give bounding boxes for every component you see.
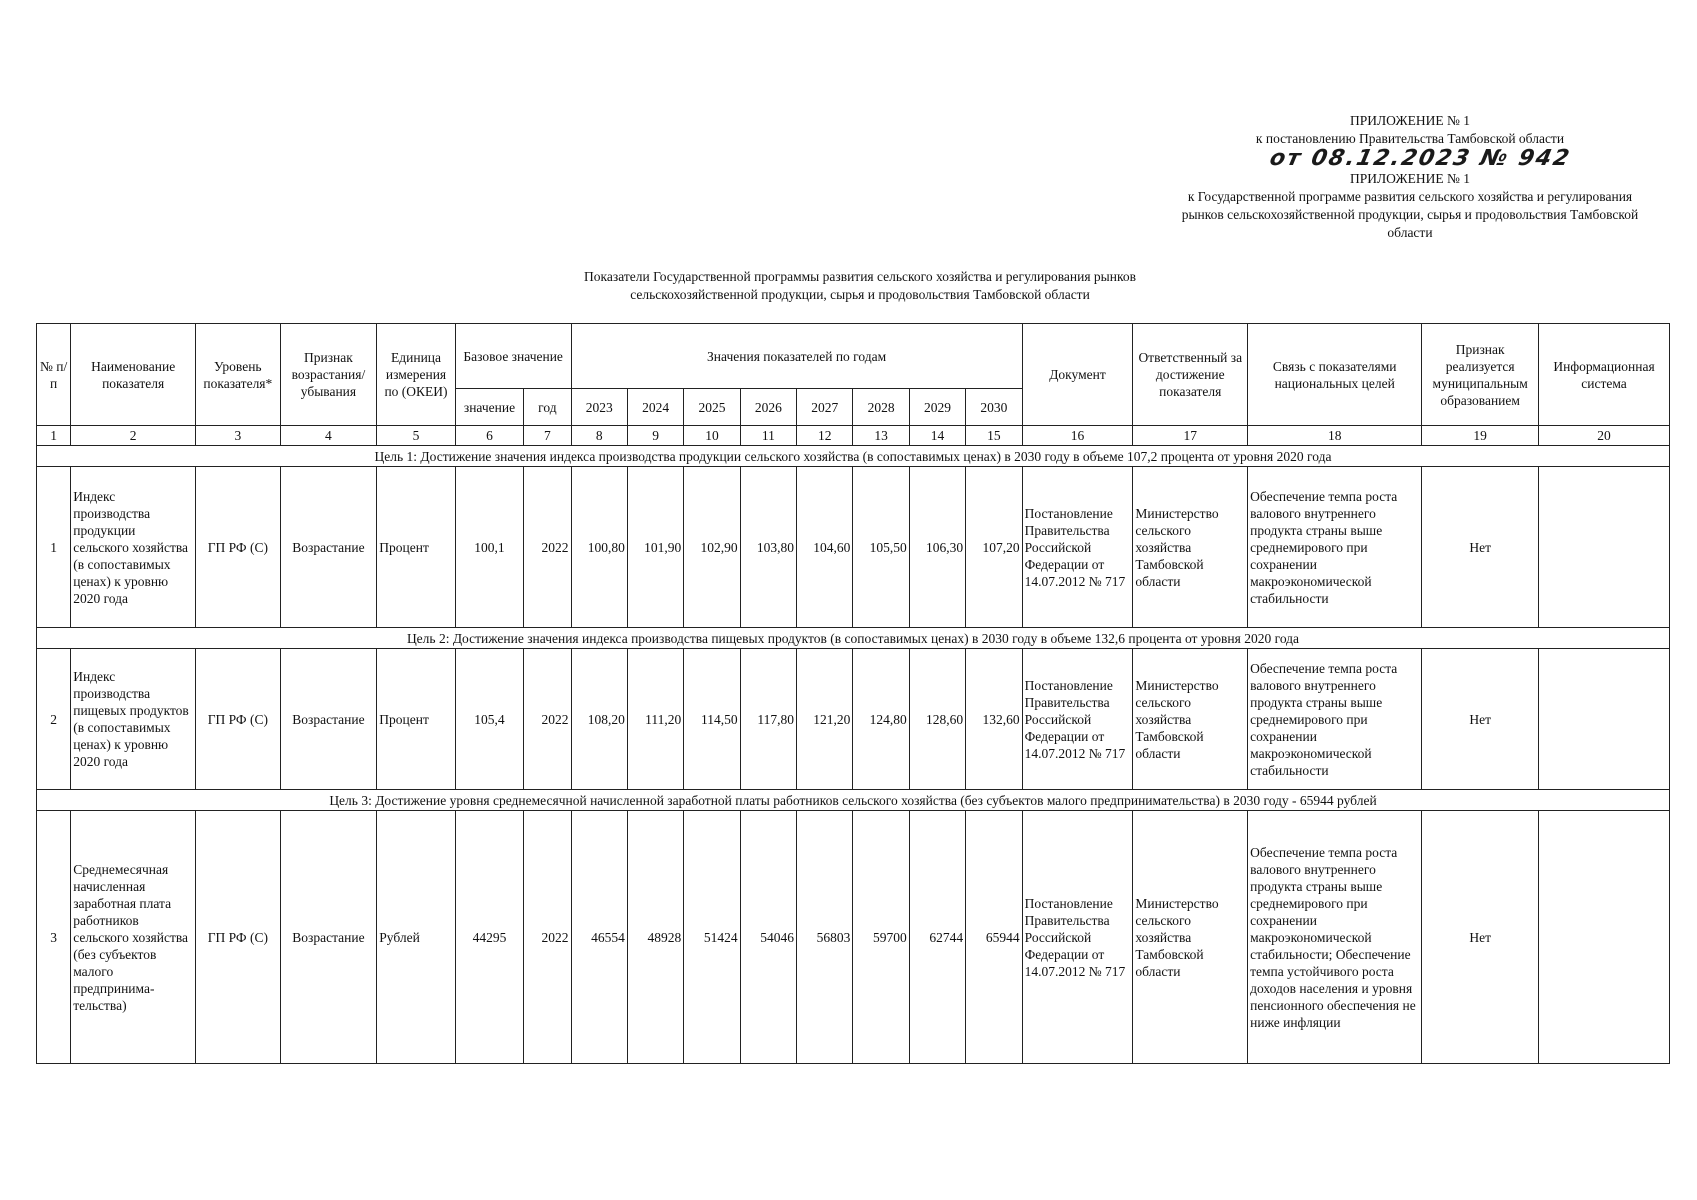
municipal-flag: Нет bbox=[1422, 467, 1539, 628]
appendix-title-1: ПРИЛОЖЕНИЕ № 1 bbox=[1349, 113, 1471, 128]
document-title bbox=[480, 268, 1240, 304]
national-goal-link: Обеспечение темпа роста валового внутреннего продукта страны выше среднемирового при сохранении макроэкономической стабильности; Обеспечение темпа устойчивого роста доходов населения и уровня пенсионного обеспечения не ниже инфляции bbox=[1248, 811, 1422, 1064]
indicator-name: Индекс производства продукции сельского хозяйства (в сопоставимых ценах) к уровню 2020 года bbox=[71, 467, 196, 628]
document-ref: Постановление Правительства Российской Федерации от 14.07.2012 № 717 bbox=[1022, 467, 1133, 628]
appendix-header bbox=[1180, 112, 1640, 242]
header-year: 2026 bbox=[740, 389, 796, 426]
column-numbers-row bbox=[37, 426, 1670, 446]
column-number: 17 bbox=[1133, 426, 1248, 446]
indicator-name: Среднемесячная начисленная заработная плата работников сельского хозяйства (без субъектов малого предпринима-тельства) bbox=[71, 811, 196, 1064]
year-value: 65944 bbox=[966, 811, 1022, 1064]
base-value: 100,1 bbox=[455, 467, 523, 628]
year-value: 111,20 bbox=[627, 649, 683, 790]
indicator-unit: Процент bbox=[377, 649, 456, 790]
year-value: 107,20 bbox=[966, 467, 1022, 628]
year-value: 59700 bbox=[853, 811, 909, 1064]
year-value: 46554 bbox=[571, 811, 627, 1064]
column-number: 18 bbox=[1248, 426, 1422, 446]
year-value: 124,80 bbox=[853, 649, 909, 790]
indicator-unit: Рублей bbox=[377, 811, 456, 1064]
year-value: 101,90 bbox=[627, 467, 683, 628]
indicator-sign: Возрастание bbox=[280, 811, 377, 1064]
column-number: 15 bbox=[966, 426, 1022, 446]
column-number: 7 bbox=[524, 426, 571, 446]
table-row bbox=[37, 467, 1670, 628]
header-values-by-year: Значения показателей по годам bbox=[571, 324, 1022, 389]
base-value: 44295 bbox=[455, 811, 523, 1064]
year-value: 102,90 bbox=[684, 467, 740, 628]
municipal-flag: Нет bbox=[1422, 649, 1539, 790]
table-row bbox=[37, 811, 1670, 1064]
document-title-line-1: Показатели Государственной программы развития сельского хозяйства и регулирования рынков bbox=[584, 269, 1136, 284]
column-number: 11 bbox=[740, 426, 796, 446]
goal-text: Цель 2: Достижение значения индекса производства пищевых продуктов (в сопоставимых ценах) в 2030 году в объеме 132,6 процента от уровня 2020 года bbox=[37, 628, 1670, 649]
header-year: 2024 bbox=[627, 389, 683, 426]
year-value: 114,50 bbox=[684, 649, 740, 790]
indicator-level: ГП РФ (С) bbox=[196, 467, 281, 628]
table-row bbox=[37, 649, 1670, 790]
indicator-level: ГП РФ (С) bbox=[196, 649, 281, 790]
column-number: 16 bbox=[1022, 426, 1133, 446]
column-number: 13 bbox=[853, 426, 909, 446]
national-goal-link: Обеспечение темпа роста валового внутреннего продукта страны выше среднемирового при сохранении макроэкономической стабильности bbox=[1248, 649, 1422, 790]
base-year: 2022 bbox=[524, 811, 571, 1064]
header-name: Наименование показателя bbox=[71, 324, 196, 426]
info-system bbox=[1539, 467, 1670, 628]
header-info-system: Информационная система bbox=[1539, 324, 1670, 426]
column-number: 4 bbox=[280, 426, 377, 446]
header-responsible: Ответственный за достижение показателя bbox=[1133, 324, 1248, 426]
header-sign: Признак возрастания/ убывания bbox=[280, 324, 377, 426]
info-system bbox=[1539, 811, 1670, 1064]
year-value: 54046 bbox=[740, 811, 796, 1064]
header-base-value: значение bbox=[455, 389, 523, 426]
header-num: № п/п bbox=[37, 324, 71, 426]
year-value: 100,80 bbox=[571, 467, 627, 628]
appendix-reference-2: к Государственной программе развития сельского хозяйства и регулирования рынков сельскохозяйственной продукции, сырья и продовольствия Тамбовской области bbox=[1181, 189, 1639, 240]
document-ref: Постановление Правительства Российской Федерации от 14.07.2012 № 717 bbox=[1022, 811, 1133, 1064]
header-year: 2029 bbox=[909, 389, 965, 426]
goal-row bbox=[37, 628, 1670, 649]
national-goal-link: Обеспечение темпа роста валового внутреннего продукта страны выше среднемирового при сохранении макроэкономической стабильности bbox=[1248, 467, 1422, 628]
appendix-reference-1: к постановлению Правительства Тамбовской области bbox=[1255, 131, 1565, 146]
header-base: Базовое значение bbox=[455, 324, 571, 389]
column-number: 10 bbox=[684, 426, 740, 446]
base-year: 2022 bbox=[524, 467, 571, 628]
handwritten-date-number: от 08.12.2023 № 942 bbox=[1267, 146, 1573, 171]
header-unit: Единица измерения по (ОКЕИ) bbox=[377, 324, 456, 426]
column-number: 20 bbox=[1539, 426, 1670, 446]
year-value: 104,60 bbox=[797, 467, 853, 628]
year-value: 121,20 bbox=[797, 649, 853, 790]
column-number: 3 bbox=[196, 426, 281, 446]
row-num: 3 bbox=[37, 811, 71, 1064]
year-value: 108,20 bbox=[571, 649, 627, 790]
document-ref: Постановление Правительства Российской Федерации от 14.07.2012 № 717 bbox=[1022, 649, 1133, 790]
responsible: Министерство сельского хозяйства Тамбовской области bbox=[1133, 811, 1248, 1064]
year-value: 132,60 bbox=[966, 649, 1022, 790]
indicator-unit: Процент bbox=[377, 467, 456, 628]
header-base-year: год bbox=[524, 389, 571, 426]
header-year: 2023 bbox=[571, 389, 627, 426]
responsible: Министерство сельского хозяйства Тамбовской области bbox=[1133, 467, 1248, 628]
column-number: 9 bbox=[627, 426, 683, 446]
header-link: Связь с показателями национальных целей bbox=[1248, 324, 1422, 426]
column-number: 12 bbox=[797, 426, 853, 446]
column-number: 14 bbox=[909, 426, 965, 446]
column-number: 8 bbox=[571, 426, 627, 446]
column-number: 6 bbox=[455, 426, 523, 446]
header-year: 2030 bbox=[966, 389, 1022, 426]
indicators-table bbox=[36, 323, 1670, 1064]
goal-text: Цель 3: Достижение уровня среднемесячной начисленной заработной платы работников сельского хозяйства (без субъектов малого предпринимательства) в 2030 году - 65944 рублей bbox=[37, 790, 1670, 811]
row-num: 2 bbox=[37, 649, 71, 790]
column-number: 1 bbox=[37, 426, 71, 446]
column-number: 2 bbox=[71, 426, 196, 446]
table-header-row bbox=[37, 324, 1670, 389]
info-system bbox=[1539, 649, 1670, 790]
column-number: 19 bbox=[1422, 426, 1539, 446]
year-value: 56803 bbox=[797, 811, 853, 1064]
year-value: 105,50 bbox=[853, 467, 909, 628]
column-number: 5 bbox=[377, 426, 456, 446]
year-value: 62744 bbox=[909, 811, 965, 1064]
year-value: 51424 bbox=[684, 811, 740, 1064]
year-value: 128,60 bbox=[909, 649, 965, 790]
year-value: 48928 bbox=[627, 811, 683, 1064]
indicator-sign: Возрастание bbox=[280, 467, 377, 628]
header-document: Документ bbox=[1022, 324, 1133, 426]
goal-row bbox=[37, 790, 1670, 811]
header-year: 2027 bbox=[797, 389, 853, 426]
header-year: 2025 bbox=[684, 389, 740, 426]
header-level: Уровень показателя* bbox=[196, 324, 281, 426]
indicator-sign: Возрастание bbox=[280, 649, 377, 790]
indicator-name: Индекс производства пищевых продуктов (в сопоставимых ценах) к уровню 2020 года bbox=[71, 649, 196, 790]
year-value: 103,80 bbox=[740, 467, 796, 628]
header-municipal: Признак реализуется муниципальным образованием bbox=[1422, 324, 1539, 426]
goal-text: Цель 1: Достижение значения индекса производства продукции сельского хозяйства (в сопоставимых ценах) в 2030 году в объеме 107,2 процента от уровня 2020 года bbox=[37, 446, 1670, 467]
base-year: 2022 bbox=[524, 649, 571, 790]
municipal-flag: Нет bbox=[1422, 811, 1539, 1064]
responsible: Министерство сельского хозяйства Тамбовской области bbox=[1133, 649, 1248, 790]
row-num: 1 bbox=[37, 467, 71, 628]
header-year: 2028 bbox=[853, 389, 909, 426]
document-title-line-2: сельскохозяйственной продукции, сырья и продовольствия Тамбовской области bbox=[630, 287, 1090, 302]
base-value: 105,4 bbox=[455, 649, 523, 790]
appendix-title-2: ПРИЛОЖЕНИЕ № 1 bbox=[1349, 171, 1471, 186]
indicator-level: ГП РФ (С) bbox=[196, 811, 281, 1064]
goal-row bbox=[37, 446, 1670, 467]
year-value: 117,80 bbox=[740, 649, 796, 790]
year-value: 106,30 bbox=[909, 467, 965, 628]
